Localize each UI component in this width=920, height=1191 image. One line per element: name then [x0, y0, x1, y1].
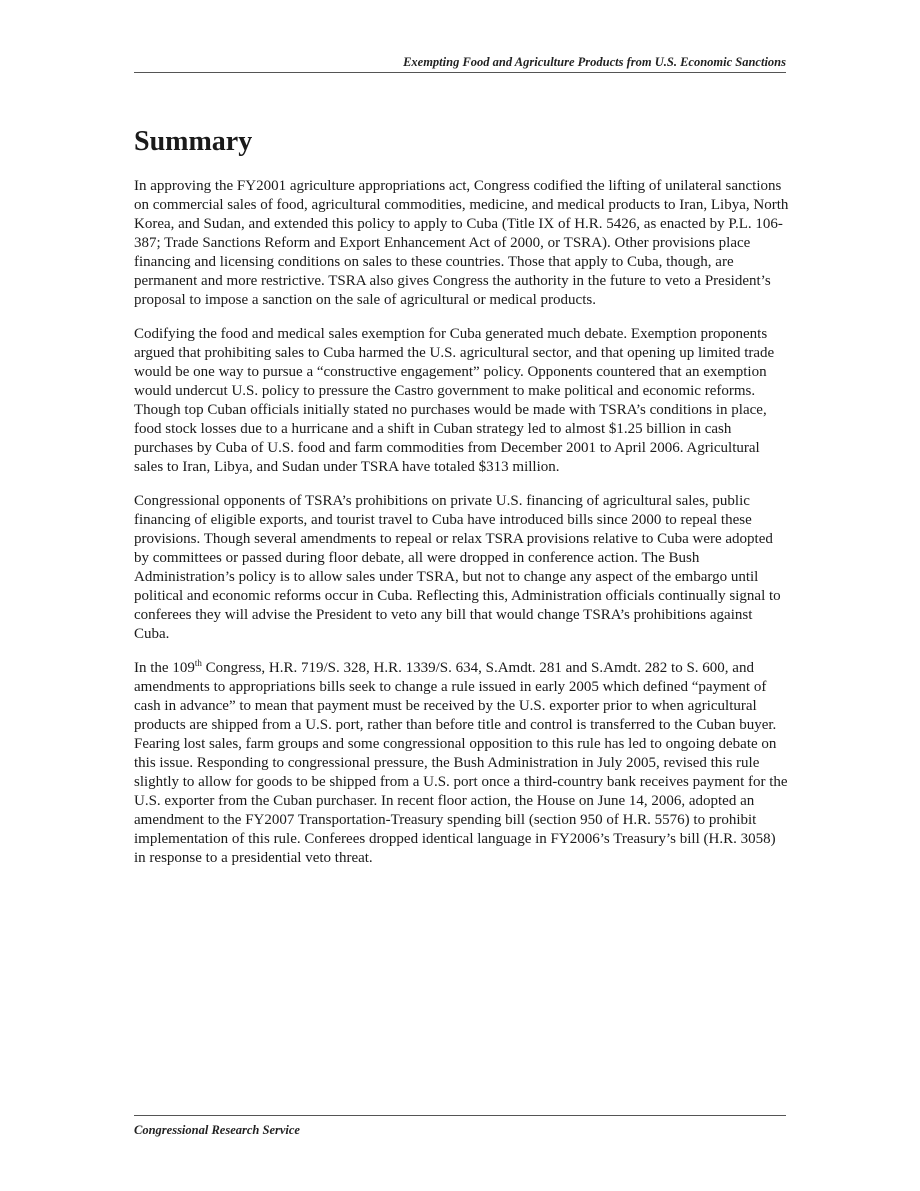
summary-body [134, 177, 789, 883]
paragraph-4-rest: Congress, H.R. 719/S. 328, H.R. 1339/S. 634, S.Amdt. 281 and S.Amdt. 282 to S. 600, and amendments to appropriations bills seek to change a rule issued in early 2005 which defined “payment of cash in advance” to mean that payment must be received by the U.S. exporter prior to when agricultural products are shipped from a U.S. port, rather than before title and control is transferred to the Cuban buyer. Fearing lost sales, farm groups and some congressional opposition to this rule has led to ongoing debate on this issue. Responding to congressional pressure, the Bush Administration in July 2005, revised this rule slightly to allow for goods to be shipped from a U.S. port once a third-country bank receives payment for the U.S. exporter from the Cuban purchaser. In recent floor action, the House on June 14, 2006, adopted an amendment to the FY2007 Transportation-Treasury spending bill (section 950 of H.R. 5576) to prohibit implementation of this rule. Conferees dropped identical language in FY2006’s Treasury’s bill (H.R. 3058) in response to a presidential veto threat. [134, 660, 788, 866]
footer-publisher: Congressional Research Service [134, 1123, 300, 1137]
running-footer [134, 1115, 786, 1140]
summary-paragraph-1: In approving the FY2001 agriculture appropriations act, Congress codified the lifting of unilateral sanctions on commercial sales of food, agricultural commodities, medicine, and medical products to Iran, Libya, North Korea, and Sudan, and extended this policy to apply to Cuba (Title IX of H.R. 5426, as enacted by P.L. 106-387; Trade Sanctions Reform and Export Enhancement Act of 2000, or TSRA). Other provisions place financing and licensing conditions on sales to these countries. Those that apply to Cuba, though, are permanent and more restrictive. TSRA also gives Congress the authority in the future to veto a President’s proposal to impose a sanction on the sale of agricultural or medical products. [134, 178, 789, 308]
summary-paragraph-3: Congressional opponents of TSRA’s prohibitions on private U.S. financing of agricultural sales, public financing of eligible exports, and tourist travel to Cuba have introduced bills since 2000 to repeal these provisions. Though several amendments to repeal or relax TSRA provisions relative to Cuba were adopted by committees or passed during floor debate, all were dropped in conference action. The Bush Administration’s policy is to allow sales under TSRA, but not to change any aspect of the embargo until political and economic reforms occur in Cuba. Reflecting this, Administration officials continually signal to conferees they will advise the President to veto any bill that would change TSRA’s prohibitions against Cuba. [134, 493, 781, 642]
running-header [134, 52, 786, 73]
page-title: Summary [134, 126, 253, 157]
paragraph-4-lead: In the 109 [134, 660, 195, 676]
running-header-title: Exempting Food and Agriculture Products from U.S. Economic Sanctions [403, 55, 786, 69]
ordinal-superscript: th [194, 658, 202, 668]
summary-paragraph-2: Codifying the food and medical sales exemption for Cuba generated much debate. Exemption proponents argued that prohibiting sales to Cuba harmed the U.S. agricultural sector, and that opening up limited trade would be one way to pursue a “constructive engagement” policy. Opponents countered that an exemption would undercut U.S. policy to pressure the Castro government to make political and economic reforms. Though top Cuban officials initially stated no purchases would be made with TSRA’s conditions in place, food stock losses due to a hurricane and a shift in Cuban strategy led to almost $1.25 billion in cash purchases by Cuba of U.S. food and farm commodities from December 2001 to April 2006. Agricultural sales to Iran, Libya, and Sudan under TSRA have totaled $313 million. [134, 326, 775, 475]
summary-paragraph-4 [134, 659, 789, 868]
